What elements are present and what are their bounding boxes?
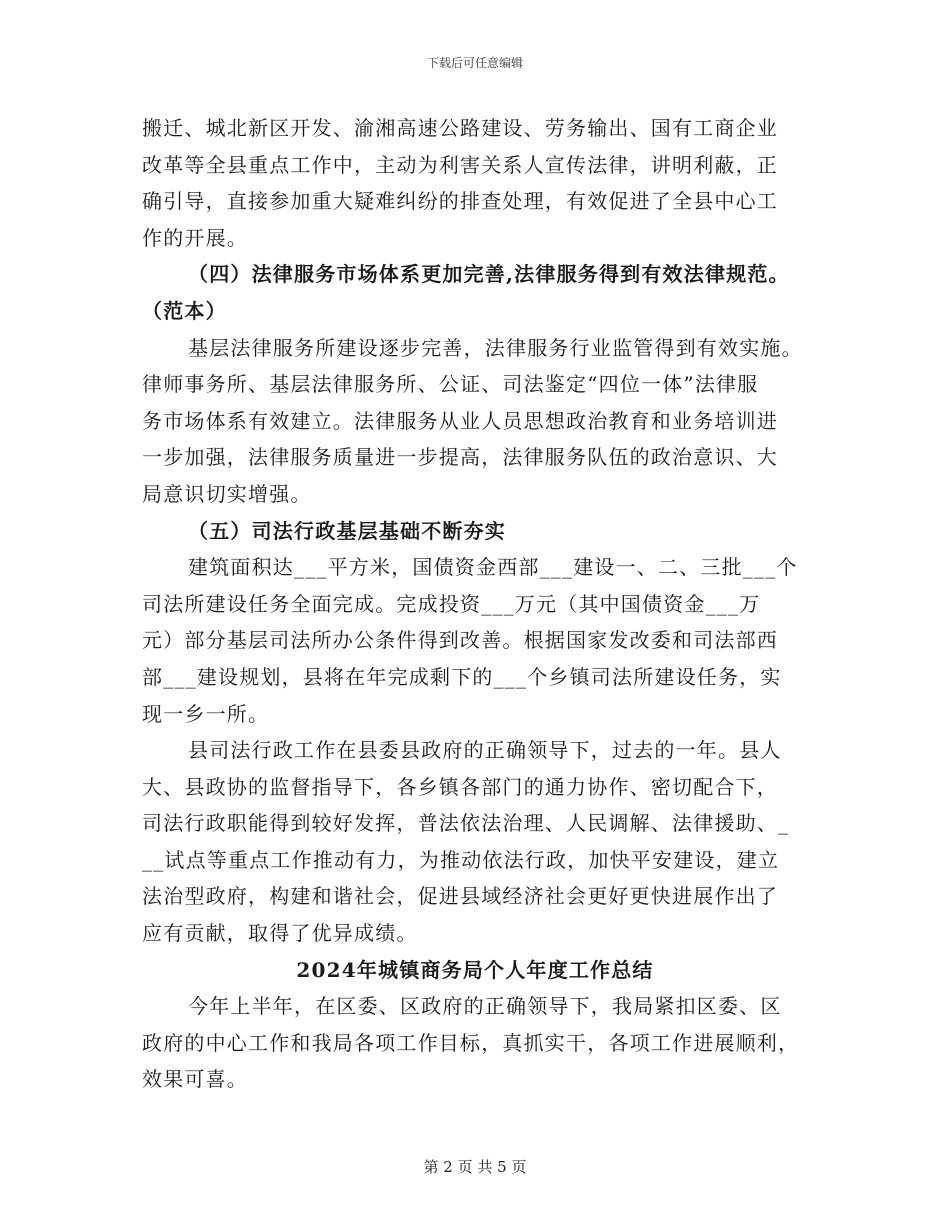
paragraph-line: 现一乡一所。 [142,701,270,726]
paragraph-line: 搬迁、城北新区开发、渝湘高速公路建设、劳务输出、国有工商企业 [142,116,778,140]
paragraph-line: 大、县政协的监督指导下，各乡镇各部门的通力协作、密切配合下， [142,774,778,799]
document-title: 2024年城镇商务局个人年度工作总结 [296,957,654,982]
paragraph-line: 确引导，直接参加重大疑难纠纷的排查处理，有效促进了全县中心工 [142,189,778,214]
paragraph-line: 应有贡献，取得了优异成绩。 [142,921,418,946]
paragraph-line: 务市场体系有效建立。法律服务从业人员思想政治教育和业务培训进 [142,408,778,433]
paragraph-line: 律师事务所、基层法律服务所、公证、司法鉴定“四位一体”法律服 [142,372,759,397]
paragraph-line: __试点等重点工作推动有力，为推动依法行政，加快平安建设，建立 [142,847,780,872]
paragraph-line: 部___建设规划，县将在年完成剩下的___个乡镇司法所建设任务，实 [142,664,782,689]
paragraph-line: 司法行政职能得到较好发挥，普法依法治理、人民调解、法律援助、_ [142,811,790,836]
paragraph-line: 一步加强，法律服务质量进一步提高，法律服务队伍的政治意识、大 [142,445,778,470]
section-heading-note: （范本） [142,298,227,323]
paragraph-line: 元）部分基层司法所办公条件得到改善。根据国家发改委和司法部西 [142,628,778,653]
section-heading-4: （四）法律服务市场体系更加完善,法律服务得到有效法律规范。 [188,262,790,287]
paragraph-line: 基层法律服务所建设逐步完善，法律服务行业监管得到有效实施。 [188,335,803,360]
paragraph-line: 效果可喜。 [142,1067,248,1092]
document-body [142,110,808,1098]
section-heading-5: （五）司法行政基层基础不断夯实 [188,518,506,543]
paragraph-line: 作的开展。 [142,225,248,250]
paragraph-line: 今年上半年，在区委、区政府的正确领导下，我局紧扣区委、区 [188,994,782,1019]
paragraph-line: 改革等全县重点工作中，主动为利害关系人宣传法律，讲明利蔽，正 [142,152,778,177]
page-header-note: 下载后可任意编辑 [426,56,523,70]
paragraph-line: 政府的中心工作和我局各项工作目标，真抓实干，各项工作进展顺利， [142,1030,800,1055]
paragraph-line: 局意识切实增强。 [142,481,312,506]
paragraph-line: 县司法行政工作在县委县政府的正确领导下，过去的一年。县人 [188,738,782,763]
paragraph-line: 法治型政府，构建和谐社会，促进县域经济社会更好更快进展作出了 [142,884,778,909]
page-number: 第 2 页 共 5 页 [423,1158,527,1176]
paragraph-line: 司法所建设任务全面完成。完成投资___万元（其中国债资金___万 [142,591,761,616]
paragraph-line: 建筑面积达___平方米，国债资金西部___建设一、二、三批___个 [188,555,798,580]
